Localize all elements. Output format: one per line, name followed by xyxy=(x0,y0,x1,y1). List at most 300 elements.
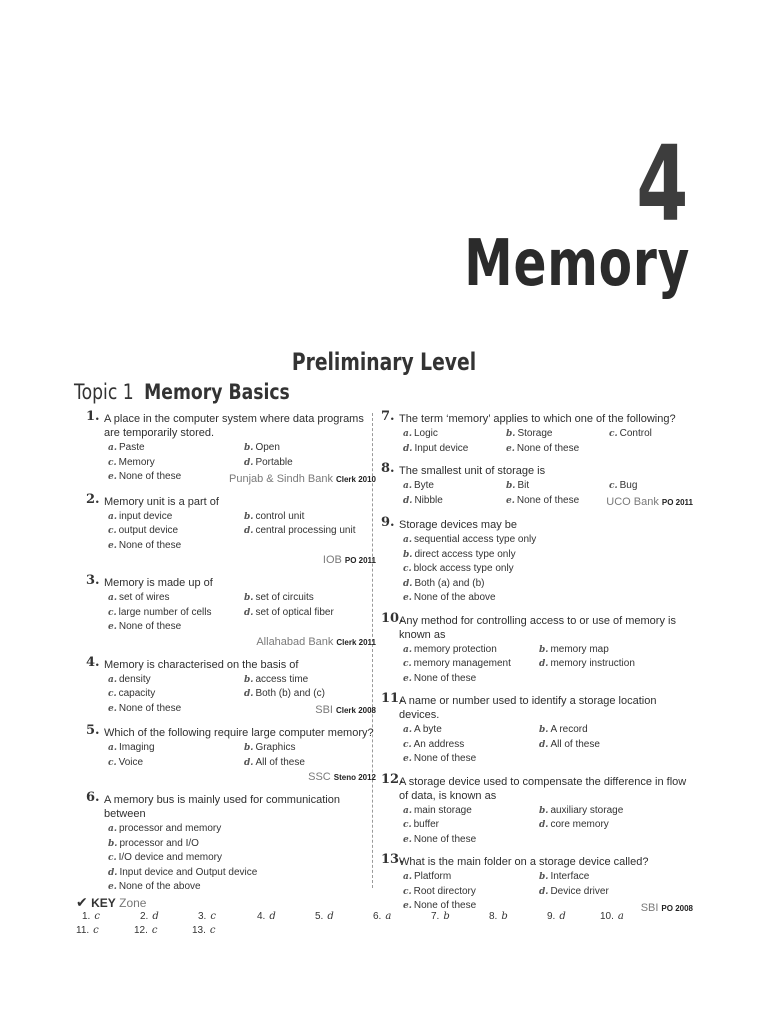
option-letter: c. xyxy=(108,853,117,863)
option-letter: b. xyxy=(403,549,413,560)
option-item xyxy=(244,591,376,606)
option-text: None of these xyxy=(118,539,182,551)
question-stem xyxy=(381,610,693,642)
option-text: density xyxy=(118,673,151,685)
option-item xyxy=(403,479,502,494)
option-letter: c. xyxy=(108,689,117,699)
question-stem xyxy=(86,573,376,590)
option-item xyxy=(403,548,693,563)
answer-letter: a xyxy=(385,911,392,922)
answer-key-item xyxy=(315,911,334,922)
option-letter: d. xyxy=(539,886,549,897)
option-text: processor and I/O xyxy=(119,837,199,849)
question xyxy=(86,790,376,895)
option-letter: b. xyxy=(506,481,516,491)
option-item xyxy=(403,577,693,592)
option-item xyxy=(403,533,693,548)
question xyxy=(381,461,693,510)
exam-source xyxy=(86,635,376,650)
source-name: UCO Bank xyxy=(606,496,659,508)
option-item xyxy=(609,479,693,494)
answer-letter: c xyxy=(93,925,99,936)
source-exam: Clerk 2008 xyxy=(335,706,376,715)
option-item xyxy=(403,833,535,848)
option-item xyxy=(539,804,693,819)
option-letter: c. xyxy=(108,757,117,768)
question-number: 6. xyxy=(86,790,100,805)
topic-name: Memory Basics xyxy=(144,380,290,404)
answer-letter: a xyxy=(617,911,624,922)
option-text: control unit xyxy=(255,510,305,522)
answer-key-item xyxy=(198,911,216,922)
answer-letter: b xyxy=(443,911,450,922)
option-letter: a. xyxy=(403,429,412,439)
question xyxy=(86,491,376,569)
option-letter: c. xyxy=(108,526,117,536)
option-text: Both (a) and (b) xyxy=(414,577,485,589)
option-text: Logic xyxy=(413,428,438,439)
question-number: 10. xyxy=(381,610,404,626)
option-item xyxy=(403,738,535,753)
option-item xyxy=(539,818,693,833)
option-item xyxy=(108,470,240,485)
answer-number: 1. xyxy=(82,911,91,922)
option-item xyxy=(108,510,240,525)
question-number: 11. xyxy=(381,691,404,706)
chapter-number: 4 xyxy=(635,123,688,245)
source-exam: Clerk 2011 xyxy=(336,637,376,647)
option-item xyxy=(403,870,535,885)
option-letter: d. xyxy=(539,659,549,669)
answer-key-zone xyxy=(76,894,696,939)
option-text: memory instruction xyxy=(550,658,635,669)
answer-key-item xyxy=(192,925,216,936)
option-letter: c. xyxy=(609,481,618,491)
answer-letter: c xyxy=(94,911,100,922)
option-list xyxy=(381,804,693,848)
level-heading: Preliminary Level xyxy=(291,348,477,376)
option-letter: e. xyxy=(108,472,117,482)
question-stem xyxy=(86,723,376,740)
option-text: direct access type only xyxy=(414,548,516,560)
option-letter: d. xyxy=(539,820,549,830)
option-text: None of these xyxy=(516,442,580,454)
option-text: capacity xyxy=(118,688,156,699)
option-text: Bit xyxy=(517,480,530,491)
option-text: All of these xyxy=(550,738,600,750)
option-text: Storage xyxy=(517,428,553,439)
option-item xyxy=(539,738,693,753)
question-number: 4. xyxy=(86,654,100,670)
question-text: Memory is made up of xyxy=(104,577,213,589)
option-item xyxy=(108,741,240,756)
option-letter: b. xyxy=(244,674,254,685)
check-icon: ✔ xyxy=(76,894,88,910)
option-text: Input device and Output device xyxy=(119,866,258,878)
answer-key-item xyxy=(489,911,508,922)
option-text: large number of cells xyxy=(118,606,212,618)
option-list xyxy=(86,510,376,554)
answer-key-item xyxy=(431,911,450,922)
option-text: I/O device and memory xyxy=(118,852,222,863)
option-text: A record xyxy=(550,724,588,735)
option-item xyxy=(403,818,535,833)
option-text: input device xyxy=(118,510,173,522)
answer-key-item xyxy=(547,911,566,922)
option-item xyxy=(244,756,376,771)
question xyxy=(381,610,693,687)
option-list xyxy=(381,723,693,767)
option-item xyxy=(539,723,693,738)
option-item xyxy=(244,687,376,702)
question-stem xyxy=(86,491,376,509)
question-number: 2. xyxy=(86,491,100,507)
source-exam: PO 2008 xyxy=(661,903,693,913)
option-text: set of optical fiber xyxy=(255,606,334,618)
answer-key-item xyxy=(76,925,99,936)
option-item xyxy=(108,851,376,866)
answer-number: 12. xyxy=(134,925,148,936)
question-number: 1. xyxy=(86,409,100,424)
question xyxy=(86,654,376,719)
option-text: Voice xyxy=(118,756,144,768)
source-name: IOB xyxy=(322,554,342,566)
question xyxy=(381,409,693,456)
option-item xyxy=(403,672,535,687)
option-letter: c. xyxy=(403,739,412,750)
answer-key-item xyxy=(134,925,158,936)
option-letter: e. xyxy=(403,593,412,603)
option-item xyxy=(403,657,535,672)
option-letter: e. xyxy=(506,443,515,454)
option-item xyxy=(108,441,240,456)
question-stem xyxy=(86,790,376,821)
option-letter: d. xyxy=(244,457,254,468)
option-letter: b. xyxy=(108,838,118,849)
option-letter: c. xyxy=(609,429,618,439)
option-list xyxy=(86,822,376,895)
answer-key-item xyxy=(600,911,624,922)
option-item xyxy=(108,756,240,771)
option-text: A byte xyxy=(413,724,442,735)
source-name: Allahabad Bank xyxy=(256,635,334,648)
option-item xyxy=(244,456,376,471)
option-item xyxy=(539,643,693,658)
answer-number: 13. xyxy=(192,925,206,936)
option-letter: d. xyxy=(244,689,254,699)
question xyxy=(86,409,376,487)
question-text: Memory unit is a part of xyxy=(104,495,219,508)
option-item xyxy=(108,539,240,554)
option-letter: b. xyxy=(244,593,254,603)
answer-key-row xyxy=(76,925,696,939)
option-text: central processing unit xyxy=(255,525,356,536)
option-item xyxy=(108,866,376,881)
option-letter: e. xyxy=(403,901,412,911)
answer-number: 2. xyxy=(140,911,149,922)
option-text: Imaging xyxy=(118,742,155,753)
option-item xyxy=(244,510,376,525)
option-text: Device driver xyxy=(550,885,609,897)
option-item xyxy=(506,442,605,457)
option-item xyxy=(403,427,502,442)
question-text: Which of the following require large computer memory? xyxy=(104,727,374,739)
question-number: 3. xyxy=(86,573,100,588)
option-letter: a. xyxy=(403,644,412,655)
option-letter: b. xyxy=(539,805,549,816)
option-text: Root directory xyxy=(413,885,476,897)
option-item xyxy=(108,620,240,635)
answer-letter: b xyxy=(501,911,508,922)
option-text: Open xyxy=(255,442,280,453)
answer-number: 10. xyxy=(600,911,614,922)
option-text: All of these xyxy=(255,756,305,768)
option-text: Bug xyxy=(619,480,638,491)
option-item xyxy=(244,441,376,456)
option-text: Platform xyxy=(413,871,452,882)
option-letter: d. xyxy=(244,757,254,768)
option-letter: c. xyxy=(108,607,117,618)
option-letter: a. xyxy=(403,535,412,545)
option-letter: e. xyxy=(403,673,412,684)
option-text: Paste xyxy=(118,442,145,453)
question-stem xyxy=(86,409,376,440)
source-name: SBI xyxy=(640,901,659,914)
option-letter: c. xyxy=(403,659,412,669)
option-letter: c. xyxy=(108,457,117,468)
option-text: Both (b) and (c) xyxy=(255,688,325,699)
option-letter: b. xyxy=(539,872,549,882)
answer-letter: d xyxy=(559,911,566,922)
question xyxy=(381,771,693,848)
option-text: None of these xyxy=(118,621,182,632)
option-letter: b. xyxy=(539,725,549,735)
answer-number: 6. xyxy=(373,911,382,922)
option-letter: a. xyxy=(108,824,117,834)
option-letter: e. xyxy=(108,622,117,632)
question-text: Any method for controlling access to or use of memory is known as xyxy=(399,614,676,641)
source-exam: Steno 2012 xyxy=(333,773,376,782)
question-text: A storage device used to compensate the difference in flow of data, is known as xyxy=(399,775,687,802)
answer-key-item xyxy=(82,911,100,922)
option-item xyxy=(108,702,240,717)
option-text: None of these xyxy=(413,672,477,684)
option-text: Interface xyxy=(550,871,590,882)
option-text: set of circuits xyxy=(255,592,314,603)
option-text: None of the above xyxy=(413,592,496,603)
question-stem xyxy=(381,852,693,869)
option-list xyxy=(381,643,693,687)
option-letter: e. xyxy=(403,754,412,764)
question-text: The term ‘memory’ applies to which one of the following? xyxy=(399,413,676,425)
option-letter: d. xyxy=(403,578,413,589)
option-letter: b. xyxy=(539,644,549,655)
question xyxy=(86,723,376,785)
option-item xyxy=(108,673,240,688)
source-name: SSC xyxy=(308,771,331,783)
question-text: A memory bus is mainly used for communication between xyxy=(104,794,340,820)
option-text: memory management xyxy=(413,658,511,669)
chapter-title: Memory xyxy=(464,227,690,301)
option-list xyxy=(381,427,693,456)
option-letter: d. xyxy=(403,495,413,506)
option-letter: d. xyxy=(244,526,254,536)
option-letter: a. xyxy=(403,872,412,882)
option-item xyxy=(403,752,535,767)
question-text: A name or number used to identify a storage location devices. xyxy=(399,695,657,721)
left-question-column xyxy=(86,409,376,903)
option-text: None of these xyxy=(516,494,580,506)
option-text: Byte xyxy=(413,480,434,491)
question-number: 9. xyxy=(381,515,395,530)
source-name: SBI xyxy=(315,704,333,716)
option-item xyxy=(244,524,376,539)
option-item xyxy=(403,804,535,819)
option-letter: a. xyxy=(108,674,117,685)
option-text: buffer xyxy=(413,819,440,830)
answer-key-heading xyxy=(76,894,696,911)
option-item xyxy=(244,606,376,621)
option-letter: c. xyxy=(403,820,412,830)
question-number: 13. xyxy=(381,852,404,867)
option-letter: d. xyxy=(403,443,413,454)
option-letter: d. xyxy=(108,867,118,878)
option-text: None of these xyxy=(413,753,477,764)
option-item xyxy=(108,524,240,539)
option-letter: a. xyxy=(403,725,412,735)
option-text: core memory xyxy=(550,819,609,830)
option-letter: b. xyxy=(244,443,254,453)
option-text: output device xyxy=(118,525,179,536)
option-letter: d. xyxy=(244,607,254,618)
option-item xyxy=(108,822,376,837)
option-text: None of these xyxy=(413,900,477,911)
option-letter: b. xyxy=(244,511,254,522)
option-item xyxy=(403,442,502,457)
option-item xyxy=(506,494,605,509)
question-stem xyxy=(381,409,693,426)
answer-number: 11. xyxy=(76,925,90,936)
question-stem xyxy=(86,654,376,672)
answer-number: 5. xyxy=(315,911,324,922)
option-item xyxy=(108,880,376,895)
question-stem xyxy=(381,691,693,722)
answer-key-item xyxy=(257,911,276,922)
question-text: The smallest unit of storage is xyxy=(399,465,546,477)
source-name: Punjab & Sindh Bank xyxy=(229,472,333,485)
option-text: sequential access type only xyxy=(413,534,537,545)
option-item xyxy=(506,427,605,442)
option-list xyxy=(86,741,376,770)
question-text: Memory is characterised on the basis of xyxy=(104,658,299,671)
option-text: Input device xyxy=(414,442,469,454)
option-item xyxy=(609,427,693,442)
right-question-column xyxy=(381,409,693,924)
exam-source xyxy=(86,553,376,568)
topic-heading xyxy=(74,380,290,404)
option-item xyxy=(403,591,693,606)
question xyxy=(381,691,693,767)
source-exam: PO 2011 xyxy=(344,556,376,565)
option-item xyxy=(108,606,240,621)
option-text: None of the above xyxy=(118,881,201,892)
source-exam: PO 2011 xyxy=(661,498,693,507)
exam-source xyxy=(86,770,376,785)
option-letter: a. xyxy=(403,481,412,491)
option-item xyxy=(506,479,605,494)
zone-label: Zone xyxy=(119,896,147,910)
question-stem xyxy=(381,515,693,532)
option-list xyxy=(381,533,693,606)
question-number: 12. xyxy=(381,771,404,787)
answer-key-row xyxy=(76,911,696,925)
option-text: None of these xyxy=(118,702,182,714)
option-letter: c. xyxy=(403,886,412,897)
option-item xyxy=(108,456,240,471)
option-letter: b. xyxy=(506,429,516,439)
question xyxy=(86,573,376,650)
question-number: 8. xyxy=(381,461,395,476)
answer-number: 3. xyxy=(198,911,207,922)
question-text: A place in the computer system where data programs are temporarily stored. xyxy=(104,413,364,439)
answer-letter: c xyxy=(151,925,158,936)
option-letter: e. xyxy=(108,882,117,892)
option-letter: a. xyxy=(403,805,412,816)
option-item xyxy=(539,657,693,672)
option-text: memory protection xyxy=(413,643,497,655)
answer-number: 7. xyxy=(431,911,440,922)
option-letter: a. xyxy=(108,593,117,603)
question-stem xyxy=(381,771,693,803)
question-text: Storage devices may be xyxy=(399,519,518,531)
topic-label: Topic 1 xyxy=(74,380,134,404)
option-letter: c. xyxy=(403,564,412,574)
key-label: KEY xyxy=(91,896,116,910)
option-item xyxy=(403,494,502,509)
option-letter: e. xyxy=(403,834,412,845)
answer-letter: c xyxy=(210,911,216,922)
question-number: 7. xyxy=(381,409,395,424)
answer-letter: c xyxy=(209,925,216,936)
option-letter: a. xyxy=(108,743,117,753)
option-item xyxy=(403,723,535,738)
option-item xyxy=(539,870,693,885)
option-text: Nibble xyxy=(414,494,443,506)
answer-key-item xyxy=(140,911,159,922)
answer-number: 4. xyxy=(257,911,266,922)
option-letter: e. xyxy=(108,703,117,714)
answer-letter: d xyxy=(327,911,334,922)
source-exam: Clerk 2010 xyxy=(335,474,376,484)
option-text: An address xyxy=(413,738,465,750)
option-item xyxy=(108,837,376,852)
question xyxy=(381,515,693,606)
option-text: auxiliary storage xyxy=(550,804,624,816)
option-text: Memory xyxy=(118,456,155,468)
option-list xyxy=(86,591,376,635)
option-letter: e. xyxy=(108,540,117,551)
option-letter: e. xyxy=(506,495,515,506)
answer-number: 8. xyxy=(489,911,498,922)
question-number: 5. xyxy=(86,723,100,738)
answer-key-item xyxy=(373,911,391,922)
option-text: Portable xyxy=(255,456,293,468)
option-item xyxy=(108,687,240,702)
option-text: block access type only xyxy=(413,563,514,574)
option-letter: b. xyxy=(244,743,254,753)
option-letter: a. xyxy=(108,511,117,522)
option-letter: d. xyxy=(539,739,549,750)
